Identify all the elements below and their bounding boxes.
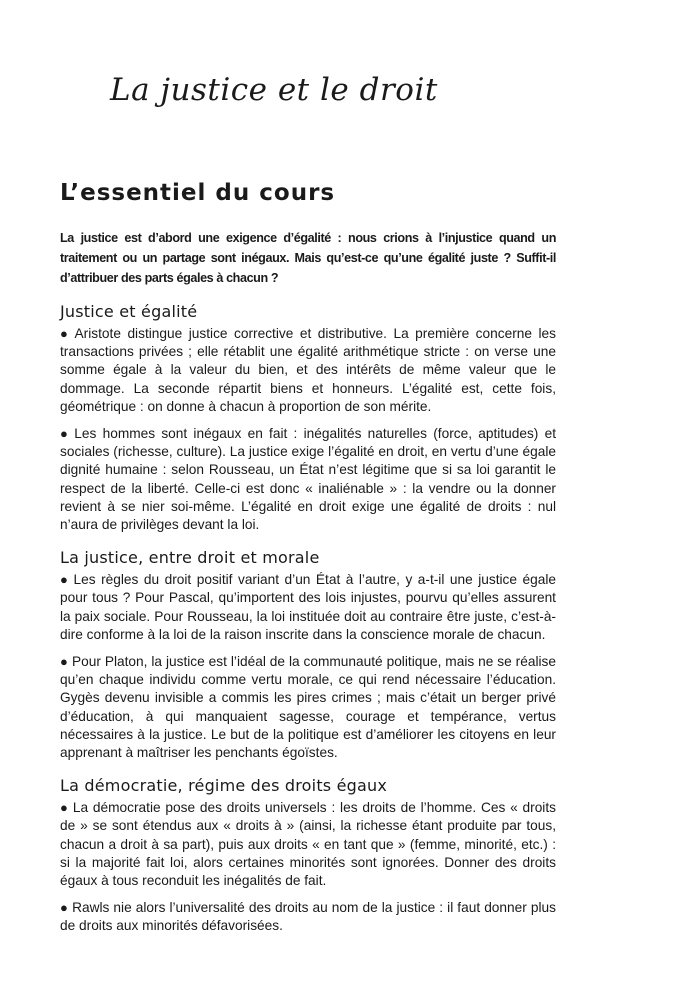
paragraph-text: Pour Platon, la justice est l’idéal de la communauté politique, mais ne se réalise qu’en chaque individu comme vertu morale, ce qui rend nécessaire l’éducation. Gygès devenu invisible a commis les pires crimes ; mais c’était un berger privé d’éducation, à qui manquaient sagesse, courage et tempérance, vertus nécessaires à la justice. Le but de la politique est d’améliorer les citoyens en leur apprenant à maîtriser les penchants égoïstes.	[60, 654, 556, 761]
section-heading: La justice, entre droit et morale	[60, 548, 320, 568]
page-title: La justice et le droit	[110, 72, 438, 108]
bullet-icon: ●	[60, 900, 69, 916]
bullet-icon: ●	[60, 326, 71, 341]
bullet-icon: ●	[60, 800, 69, 816]
paragraph	[60, 325, 556, 416]
section-heading: Justice et égalité	[60, 302, 198, 321]
paragraph	[60, 653, 556, 762]
paragraph-text: La démocratie pose des droits universels : les droits de l’homme. Ces « droits de » se sont étendus aux « droits à » (ainsi, la richesse étant produite par tous, chacun a droit à sa part), puis aux droits « en tant que » (femme, minorité, etc.) : si la majorité fait loi, alors certaines minorités sont ignorées. Donner des droits égaux à tous reconduit les inégalités de fait.	[60, 800, 556, 889]
paragraph	[60, 899, 556, 935]
bullet-icon: ●	[60, 572, 70, 588]
section-title: L’essentiel du cours	[60, 180, 336, 206]
intro-paragraph: La justice est d’abord une exigence d’égalité : nous crions à l’injustice quand un traitement ou un partage sont inégaux. Mais qu’est-ce qu’une égalité juste ? Suffit-il d’attribuer des parts égales à chacun ?	[60, 231, 556, 285]
paragraph	[60, 425, 556, 534]
main-content	[60, 228, 556, 950]
bullet-icon: ●	[60, 654, 68, 670]
paragraph	[60, 571, 556, 644]
paragraph	[60, 799, 556, 890]
section-heading: La démocratie, régime des droits égaux	[60, 776, 388, 796]
section-democratie	[60, 776, 556, 935]
paragraph-text: Les règles du droit positif variant d’un État à l’autre, y a-t-il une justice égale pour tous ? Pour Pascal, qu’importent des lois injustes, pourvu qu’elles assurent la paix sociale. Pour Rousseau, la loi instituée doit au contraire être juste, c’est-à-dire conforme à la loi de la raison inscrite dans la conscience morale de chacun.	[60, 572, 556, 642]
paragraph-text: Rawls nie alors l’universalité des droits au nom de la justice : il faut donner plus de droits aux minorités défavorisées.	[60, 900, 556, 934]
section-justice-egalite	[60, 302, 556, 534]
paragraph-text: Aristote distingue justice corrective et distributive. La première concerne les transactions privées ; elle rétablit une égalité arithmétique stricte : on verse une somme égale à la valeur du bien, et des intérêts de même valeur que le dommage. La seconde répartit biens et honneurs. L’égalité est, cette fois, géométrique : on donne à chacun à proportion de son mérite.	[60, 326, 556, 414]
section-droit-morale	[60, 548, 556, 762]
bullet-icon: ●	[60, 426, 71, 442]
paragraph-text: Les hommes sont inégaux en fait : inégalités naturelles (force, aptitudes) et sociales (richesse, culture). La justice exige l’égalité en droit, en vertu d’une égale dignité humaine : selon Rousseau, un État n’est légitime que si sa loi garantit le respect de la liberté. Celle-ci est donc « inaliénable » : la vendre ou la donner revient à se nier soi-même. L’égalité en droit exige une égalité de droits : nul n’aura de privilèges devant la loi.	[60, 426, 557, 533]
